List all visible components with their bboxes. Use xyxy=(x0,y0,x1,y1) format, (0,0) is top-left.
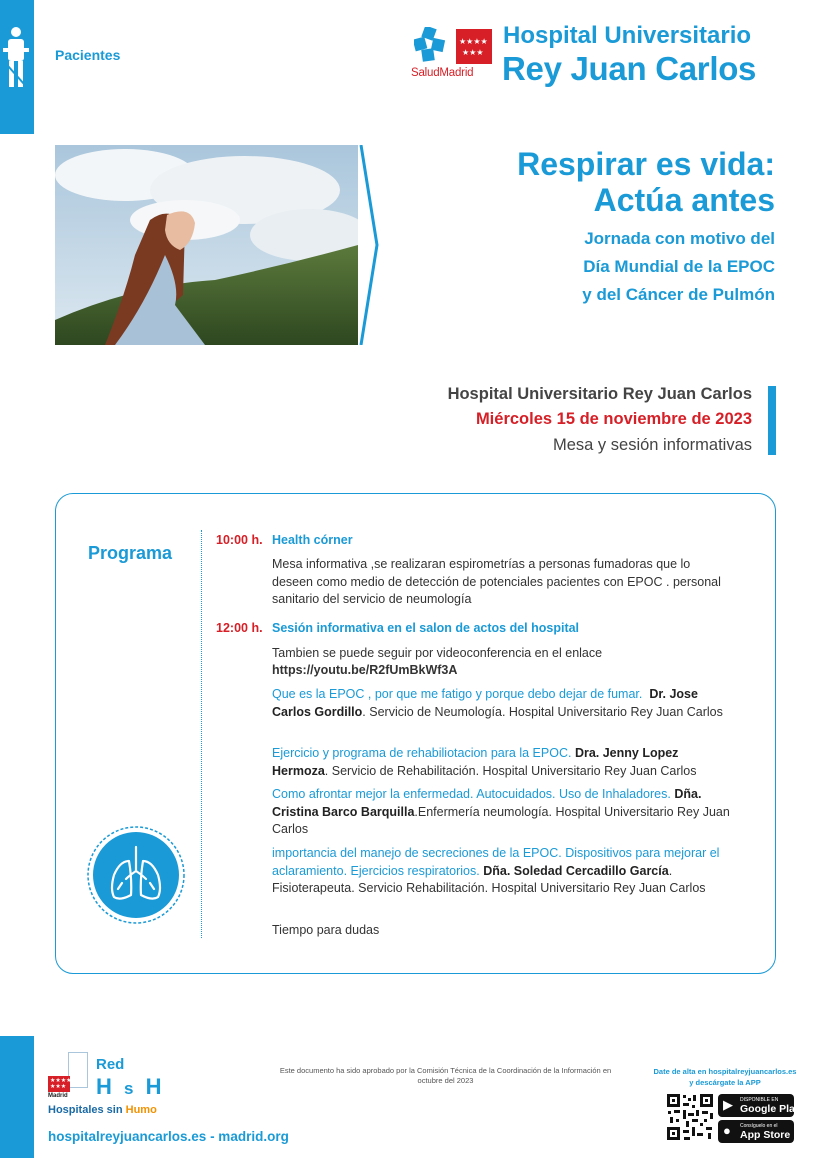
network-name xyxy=(48,1104,157,1116)
google-play-icon: ▶ xyxy=(723,1097,733,1112)
event-subtitle-line3: y del Cáncer de Pulmón xyxy=(582,285,775,304)
salud-madrid-wordmark: SaludMadrid xyxy=(411,67,474,79)
talk-2-speaker: Dra. Jenny Lopez Hermoza xyxy=(272,746,679,778)
apple-icon: ● xyxy=(723,1123,731,1138)
slot2-intro: Tambien se puede seguir por videoconferencia en el enlace xyxy=(272,646,603,660)
approval-note: Este documento ha sido aprobado por la Comisión Técnica de la Coordinación de la Información en octubre del 2023 xyxy=(279,1066,612,1085)
network-name-accent: Humo xyxy=(125,1104,157,1116)
madrid-region-label: Madrid xyxy=(48,1093,68,1099)
network-red-label: Red xyxy=(96,1056,125,1073)
program-heading: Programa xyxy=(88,543,173,563)
slot1-title: Health córner xyxy=(272,533,353,547)
section-label: Pacientes xyxy=(55,47,121,63)
google-play-button[interactable] xyxy=(718,1094,801,1117)
talk-1-topic: Que es la EPOC , por que me fatigo y porque debo dejar de fumar. xyxy=(272,687,643,701)
patient-icon xyxy=(3,26,29,90)
svg-text:★★★★: ★★★★ xyxy=(459,37,488,46)
slot2-time: 12:00 h. xyxy=(216,621,263,635)
event-subtitle-line2: Día Mundial de la EPOC xyxy=(583,257,775,276)
app-note-line1: Date de alta en hospitalreyjuancarlos.es xyxy=(653,1067,797,1076)
google-play-small-label: DISPONIBLE EN xyxy=(740,1097,779,1103)
lungs-icon xyxy=(86,825,186,925)
event-type: Mesa y sesión informativas xyxy=(553,436,752,454)
network-name-main: Hospitales sin xyxy=(48,1104,126,1116)
app-store-label: App Store xyxy=(740,1129,791,1141)
talk-2-topic: Ejercicio y programa de rehabiliotacion para la EPOC. xyxy=(272,746,572,760)
talk-4-affiliation: . Fisioterapeuta. Servicio Rehabilitación. Hospital Universitario Rey Juan Carlos xyxy=(272,863,706,895)
talk-4-topic: importancia del manejo de secreciones de la EPOC. Dispositivos para mejorar el aclaramiento. Ejercicios respiratorios. xyxy=(272,846,720,878)
hsh-letter-s: s xyxy=(124,1079,134,1098)
hero-photo-woman-breathing xyxy=(55,145,358,345)
madrid-flag-icon: ★★★★ ★★★ xyxy=(50,1077,72,1090)
event-subtitle-line1: Jornada con motivo del xyxy=(584,229,775,248)
slot1-description: Mesa informativa ,se realizaran espirometrías a personas fumadoras que lo deseen como medio de detección de potenciales pacientes con EPOC . personal sanitario del servicio de neumología xyxy=(272,557,721,606)
google-play-label: Google Play xyxy=(740,1103,801,1115)
hero-arrow-decoration xyxy=(359,145,379,345)
event-venue: Hospital Universitario Rey Juan Carlos xyxy=(447,385,752,403)
slot1-time: 10:00 h. xyxy=(216,533,263,547)
event-date: Miércoles 15 de noviembre de 2023 xyxy=(475,410,752,428)
hsh-letter-h2: H xyxy=(145,1074,162,1099)
event-title-line1: Respirar es vida: xyxy=(517,146,775,182)
bottom-accent-bar xyxy=(0,1036,34,1158)
hospital-name-line1: Hospital Universitario xyxy=(503,22,752,49)
app-store-small-label: Consíguelo en el xyxy=(740,1123,778,1129)
app-note-line2: y descárgate la APP xyxy=(689,1078,761,1087)
qr-code-icon[interactable] xyxy=(666,1093,714,1141)
hospital-name-line2: Rey Juan Carlos xyxy=(502,50,757,87)
event-info-accent-bar xyxy=(768,386,776,455)
talk-4 xyxy=(272,845,732,898)
talk-3-affiliation: .Enfermería neumología. Hospital Universitario Rey Juan Carlos xyxy=(272,804,730,836)
talk-3-topic: Como afrontar mejor la enfermedad. Autocuidados. Uso de Inhaladores. xyxy=(272,787,671,801)
talk-2-affiliation: . Servicio de Rehabilitación. Hospital Universitario Rey Juan Carlos xyxy=(324,763,697,778)
event-title-line2: Actúa antes xyxy=(593,182,775,218)
slot2-title: Sesión informativa en el salon de actos del hospital xyxy=(272,621,580,635)
talk-3 xyxy=(272,786,732,839)
program-timeline-divider xyxy=(201,530,202,938)
video-link[interactable]: https://youtu.be/R2fUmBkWf3A xyxy=(272,663,458,677)
talk-1 xyxy=(272,686,732,721)
hospitales-sin-humo-logo xyxy=(48,1052,188,1120)
talk-4-speaker: Dña. Soledad Cercadillo García xyxy=(483,863,669,878)
network-hsh-mark xyxy=(96,1074,162,1100)
talk-2 xyxy=(272,745,732,780)
closing-item: Tiempo para dudas xyxy=(272,923,380,937)
app-store-button[interactable] xyxy=(718,1120,794,1143)
svg-text:★★★: ★★★ xyxy=(462,48,484,57)
salud-madrid-logo-icon xyxy=(414,27,494,67)
app-download-note xyxy=(640,1066,810,1088)
talk-1-speaker: Dr. Jose Carlos Gordillo xyxy=(272,687,698,719)
talk-1-affiliation: . Servicio de Neumología. Hospital Universitario Rey Juan Carlos xyxy=(362,704,723,719)
top-accent-bar xyxy=(0,0,34,134)
hsh-letter-h1: H xyxy=(96,1074,112,1099)
website-links[interactable]: hospitalreyjuancarlos.es - madrid.org xyxy=(48,1129,289,1144)
talk-3-speaker: Dña. Cristina Barco Barquilla xyxy=(272,787,702,819)
